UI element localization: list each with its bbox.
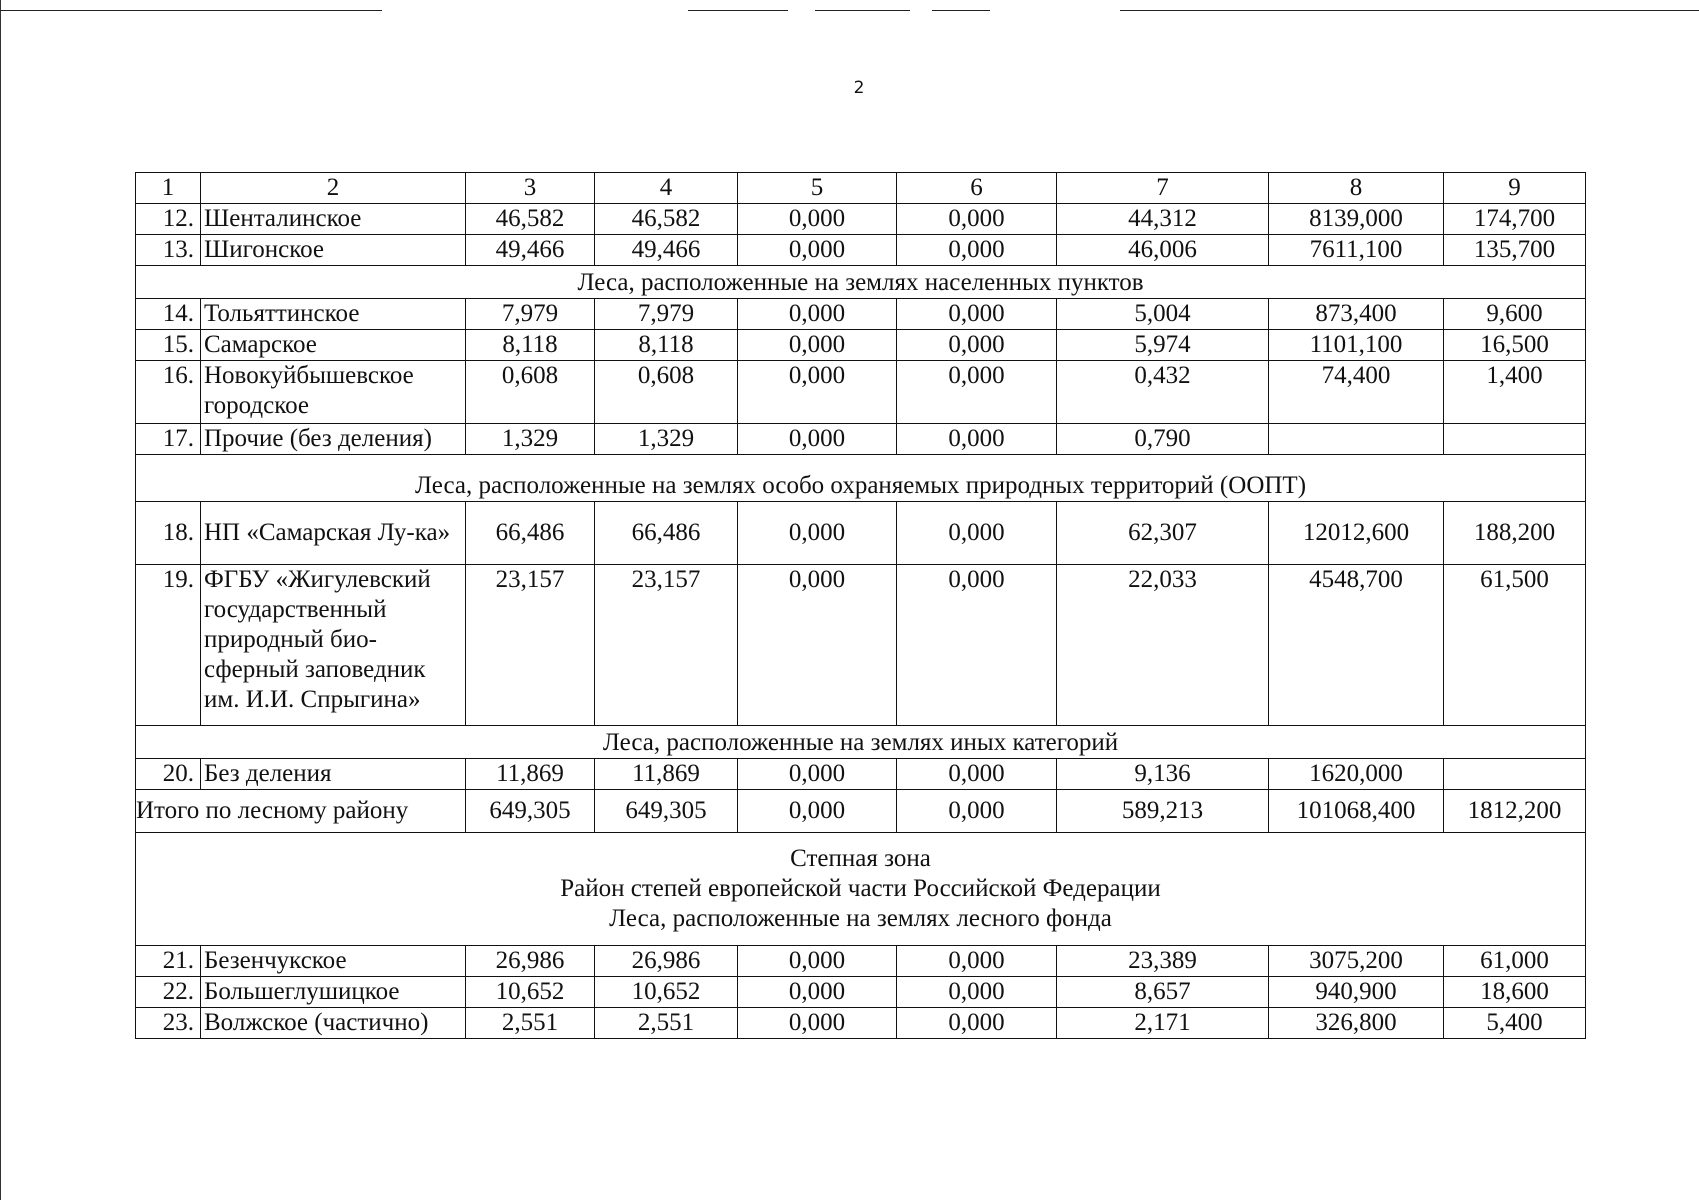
cell: 0,790 bbox=[1057, 424, 1269, 455]
cell: 46,582 bbox=[466, 204, 595, 235]
header-rule bbox=[932, 10, 990, 11]
cell: 135,700 bbox=[1444, 235, 1586, 266]
row-number: 19. bbox=[136, 565, 201, 726]
table-row bbox=[136, 424, 1586, 455]
cell: 1,329 bbox=[595, 424, 738, 455]
cell: 26,986 bbox=[595, 946, 738, 977]
cell: 46,582 bbox=[595, 204, 738, 235]
cell: 0,000 bbox=[738, 235, 897, 266]
cell: 1101,100 bbox=[1269, 330, 1444, 361]
section-title: Леса, расположенные на землях иных категорий bbox=[136, 726, 1586, 759]
cell: 2,171 bbox=[1057, 1008, 1269, 1039]
cell: 0,000 bbox=[897, 946, 1057, 977]
cell: 23,157 bbox=[466, 565, 595, 726]
cell: 0,000 bbox=[738, 330, 897, 361]
cell: 940,900 bbox=[1269, 977, 1444, 1008]
table-row bbox=[136, 235, 1586, 266]
cell: 74,400 bbox=[1269, 361, 1444, 424]
cell: 8139,000 bbox=[1269, 204, 1444, 235]
forestry-name: Тольяттинское bbox=[201, 299, 466, 330]
cell: 188,200 bbox=[1444, 502, 1586, 565]
row-number: 23. bbox=[136, 1008, 201, 1039]
cell: 26,986 bbox=[466, 946, 595, 977]
zone-header-row bbox=[136, 833, 1586, 946]
cell: 3075,200 bbox=[1269, 946, 1444, 977]
table-row bbox=[136, 204, 1586, 235]
cell: 11,869 bbox=[466, 759, 595, 790]
cell: 0,608 bbox=[466, 361, 595, 424]
row-number: 22. bbox=[136, 977, 201, 1008]
cell: 0,000 bbox=[897, 759, 1057, 790]
cell bbox=[1269, 424, 1444, 455]
cell: 5,004 bbox=[1057, 299, 1269, 330]
cell: 62,307 bbox=[1057, 502, 1269, 565]
forestry-name: Шенталинское bbox=[201, 204, 466, 235]
column-header: 1 bbox=[136, 173, 201, 204]
cell: 1,400 bbox=[1444, 361, 1586, 424]
column-header: 9 bbox=[1444, 173, 1586, 204]
forestry-name: Волжское (частично) bbox=[201, 1008, 466, 1039]
cell: 0,000 bbox=[897, 204, 1057, 235]
cell: 1620,000 bbox=[1269, 759, 1444, 790]
cell: 0,000 bbox=[738, 946, 897, 977]
column-header: 5 bbox=[738, 173, 897, 204]
cell: 873,400 bbox=[1269, 299, 1444, 330]
forestry-name: Без деления bbox=[201, 759, 466, 790]
cell: 2,551 bbox=[595, 1008, 738, 1039]
forestry-name: Шигонское bbox=[201, 235, 466, 266]
zone-title: Степная зона bbox=[790, 845, 931, 872]
row-number: 14. bbox=[136, 299, 201, 330]
cell: 0,000 bbox=[897, 424, 1057, 455]
table-row bbox=[136, 330, 1586, 361]
table-row bbox=[136, 502, 1586, 565]
cell: 174,700 bbox=[1444, 204, 1586, 235]
section-title: Леса, расположенные на землях населенных пунктов bbox=[136, 266, 1586, 299]
table-row bbox=[136, 299, 1586, 330]
total-cell: 649,305 bbox=[595, 790, 738, 833]
cell: 66,486 bbox=[466, 502, 595, 565]
column-header: 3 bbox=[466, 173, 595, 204]
cell: 10,652 bbox=[595, 977, 738, 1008]
header-rule bbox=[1120, 10, 1699, 11]
row-number: 13. bbox=[136, 235, 201, 266]
cell: 0,000 bbox=[738, 204, 897, 235]
row-number: 12. bbox=[136, 204, 201, 235]
cell: 23,157 bbox=[595, 565, 738, 726]
cell: 18,600 bbox=[1444, 977, 1586, 1008]
row-number: 20. bbox=[136, 759, 201, 790]
row-number: 15. bbox=[136, 330, 201, 361]
zone-land-category: Леса, расположенные на землях лесного фонда bbox=[609, 905, 1112, 932]
cell: 8,657 bbox=[1057, 977, 1269, 1008]
cell: 0,000 bbox=[738, 299, 897, 330]
cell: 61,000 bbox=[1444, 946, 1586, 977]
forestry-name: НП «Самарская Лу-ка» bbox=[201, 502, 466, 565]
cell: 5,974 bbox=[1057, 330, 1269, 361]
cell: 0,000 bbox=[738, 565, 897, 726]
cell: 7,979 bbox=[466, 299, 595, 330]
table-row bbox=[136, 1008, 1586, 1039]
row-number: 21. bbox=[136, 946, 201, 977]
forestry-name: Безенчукское bbox=[201, 946, 466, 977]
total-cell: 0,000 bbox=[738, 790, 897, 833]
table-row bbox=[136, 946, 1586, 977]
total-label: Итого по лесному району bbox=[136, 790, 466, 833]
zone-header bbox=[136, 833, 1586, 946]
cell: 12012,600 bbox=[1269, 502, 1444, 565]
header-rule bbox=[0, 10, 382, 11]
table-row bbox=[136, 759, 1586, 790]
cell: 0,000 bbox=[897, 502, 1057, 565]
column-header: 2 bbox=[201, 173, 466, 204]
cell: 0,000 bbox=[897, 235, 1057, 266]
forestry-name: ФГБУ «Жигулевский государственный природный био-сферный заповедник им. И.И. Спрыгина» bbox=[201, 565, 466, 726]
forest-area-table bbox=[135, 172, 1586, 1039]
cell: 0,000 bbox=[897, 361, 1057, 424]
cell: 49,466 bbox=[595, 235, 738, 266]
forestry-name: Новокуйбышевское городское bbox=[201, 361, 466, 424]
cell: 9,136 bbox=[1057, 759, 1269, 790]
cell: 8,118 bbox=[595, 330, 738, 361]
total-row bbox=[136, 790, 1586, 833]
cell: 0,608 bbox=[595, 361, 738, 424]
zone-region: Район степей европейской части Российской Федерации bbox=[560, 875, 1161, 902]
cell: 22,033 bbox=[1057, 565, 1269, 726]
cell bbox=[1444, 424, 1586, 455]
cell: 11,869 bbox=[595, 759, 738, 790]
cell: 0,000 bbox=[738, 977, 897, 1008]
forestry-name: Самарское bbox=[201, 330, 466, 361]
column-header: 8 bbox=[1269, 173, 1444, 204]
cell: 1,329 bbox=[466, 424, 595, 455]
row-number: 16. bbox=[136, 361, 201, 424]
cell: 46,006 bbox=[1057, 235, 1269, 266]
total-cell: 0,000 bbox=[897, 790, 1057, 833]
header-rule bbox=[688, 10, 788, 11]
cell: 61,500 bbox=[1444, 565, 1586, 726]
header-rule bbox=[815, 10, 910, 11]
section-header-row bbox=[136, 726, 1586, 759]
row-number: 18. bbox=[136, 502, 201, 565]
cell: 0,000 bbox=[738, 759, 897, 790]
cell: 23,389 bbox=[1057, 946, 1269, 977]
cell: 326,800 bbox=[1269, 1008, 1444, 1039]
cell: 66,486 bbox=[595, 502, 738, 565]
cell: 9,600 bbox=[1444, 299, 1586, 330]
cell: 0,000 bbox=[738, 502, 897, 565]
cell: 44,312 bbox=[1057, 204, 1269, 235]
cell: 0,000 bbox=[738, 424, 897, 455]
cell: 0,432 bbox=[1057, 361, 1269, 424]
table-row bbox=[136, 977, 1586, 1008]
total-cell: 1812,200 bbox=[1444, 790, 1586, 833]
total-cell: 101068,400 bbox=[1269, 790, 1444, 833]
scan-margin-line bbox=[0, 0, 1, 1200]
cell: 49,466 bbox=[466, 235, 595, 266]
cell: 10,652 bbox=[466, 977, 595, 1008]
cell: 0,000 bbox=[897, 1008, 1057, 1039]
cell: 2,551 bbox=[466, 1008, 595, 1039]
table-row bbox=[136, 361, 1586, 424]
cell: 0,000 bbox=[738, 361, 897, 424]
cell: 0,000 bbox=[897, 977, 1057, 1008]
cell: 0,000 bbox=[897, 330, 1057, 361]
cell: 5,400 bbox=[1444, 1008, 1586, 1039]
page-number: 2 bbox=[853, 78, 865, 98]
column-header: 6 bbox=[897, 173, 1057, 204]
section-header-row bbox=[136, 266, 1586, 299]
cell: 0,000 bbox=[897, 565, 1057, 726]
total-cell: 649,305 bbox=[466, 790, 595, 833]
column-header: 7 bbox=[1057, 173, 1269, 204]
column-number-header-row bbox=[136, 173, 1586, 204]
cell: 0,000 bbox=[738, 1008, 897, 1039]
forestry-name: Прочие (без деления) bbox=[201, 424, 466, 455]
cell: 16,500 bbox=[1444, 330, 1586, 361]
cell: 0,000 bbox=[897, 299, 1057, 330]
column-header: 4 bbox=[595, 173, 738, 204]
forestry-name: Большеглушицкое bbox=[201, 977, 466, 1008]
cell bbox=[1444, 759, 1586, 790]
section-header-row bbox=[136, 455, 1586, 502]
cell: 7611,100 bbox=[1269, 235, 1444, 266]
table-row bbox=[136, 565, 1586, 726]
section-title: Леса, расположенные на землях особо охраняемых природных территорий (ООПТ) bbox=[136, 455, 1586, 502]
cell: 7,979 bbox=[595, 299, 738, 330]
cell: 8,118 bbox=[466, 330, 595, 361]
total-cell: 589,213 bbox=[1057, 790, 1269, 833]
cell: 4548,700 bbox=[1269, 565, 1444, 726]
row-number: 17. bbox=[136, 424, 201, 455]
